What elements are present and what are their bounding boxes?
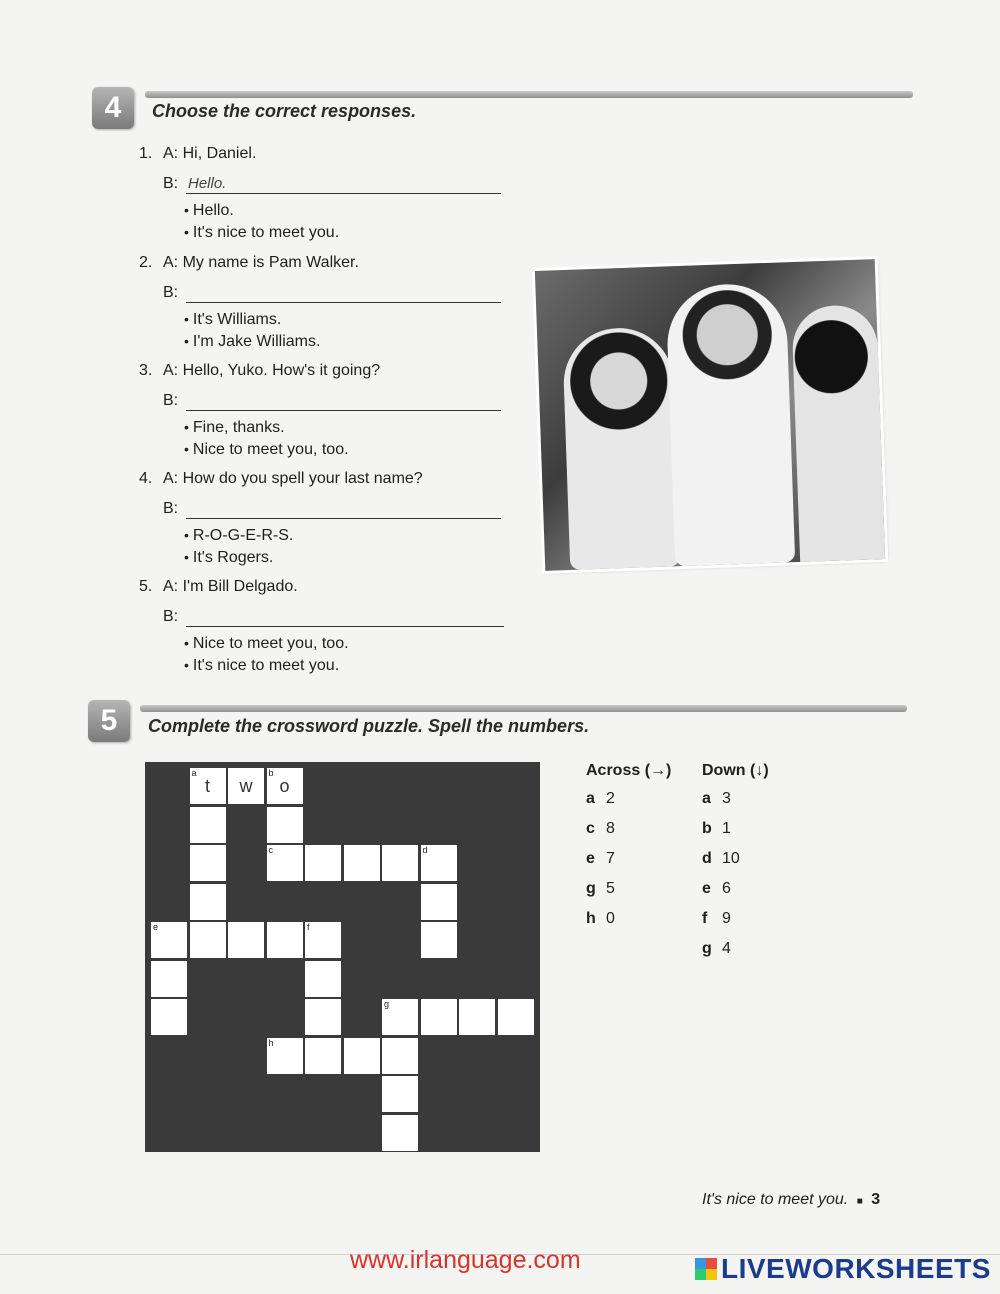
cell-letter: o [279, 776, 290, 796]
clue-value: 0 [606, 910, 615, 927]
question-number: 5. [139, 578, 153, 595]
clue-key: c [586, 820, 595, 837]
question-number: 2. [139, 254, 153, 271]
crossword-cell[interactable] [304, 960, 342, 998]
crossword-cell[interactable] [189, 767, 227, 805]
speaker-a-text: Hello, Yuko. How's it going? [182, 362, 381, 379]
response-option[interactable]: • It's Williams. [184, 311, 281, 329]
clue-letter: f [307, 922, 310, 932]
response-option[interactable]: • Hello. [184, 202, 234, 220]
question-a-line [139, 470, 423, 488]
down-clue [702, 940, 731, 958]
photo-person-right [791, 304, 885, 562]
crossword-cell[interactable] [343, 1037, 381, 1075]
down-clue [702, 820, 731, 838]
crossword-cell[interactable] [381, 1037, 419, 1075]
speaker-b-label: B: [163, 284, 179, 301]
crossword-cell[interactable] [497, 998, 535, 1036]
crossword-cell[interactable] [189, 921, 227, 959]
question-a-line [139, 145, 256, 163]
clue-key: e [586, 850, 595, 867]
clue-value: 5 [606, 880, 615, 897]
crossword-cell[interactable] [227, 767, 265, 805]
clue-key: a [702, 790, 711, 807]
section-5-rule [140, 705, 907, 712]
crossword-cell[interactable] [304, 921, 342, 959]
crossword-cell[interactable] [304, 1037, 342, 1075]
clue-value: 6 [722, 880, 731, 897]
speaker-a-text: Hi, Daniel. [182, 145, 257, 162]
across-clue [586, 820, 615, 838]
clue-value: 8 [606, 820, 615, 837]
crossword-cell[interactable] [458, 998, 496, 1036]
liveworksheets-logo-icon [695, 1258, 717, 1280]
section-4-number: 4 [92, 87, 134, 129]
crossword-cell[interactable] [266, 1037, 304, 1075]
speaker-a-label: A: [163, 362, 179, 379]
crossword-cell[interactable] [266, 844, 304, 882]
speaker-b-label: B: [163, 392, 179, 409]
running-title-text: It's nice to meet you. [702, 1191, 849, 1208]
clue-letter: c [268, 845, 273, 855]
answer-blank[interactable] [186, 500, 501, 519]
square-bullet-icon: ■ [856, 1196, 863, 1207]
crossword-cell[interactable] [150, 921, 188, 959]
answer-blank[interactable] [186, 392, 501, 411]
answer-blank[interactable] [186, 608, 504, 627]
clue-letter: h [268, 1037, 274, 1048]
clue-value: 3 [722, 790, 731, 807]
crossword-cell[interactable] [304, 844, 342, 882]
crossword-cell[interactable] [150, 960, 188, 998]
photo-person-left [562, 326, 680, 570]
response-option[interactable]: • It's nice to meet you. [184, 657, 339, 675]
across-clue [586, 880, 615, 898]
section-5-heading: Complete the crossword puzzle. Spell the numbers. [148, 716, 590, 736]
crossword-cell[interactable] [266, 767, 304, 805]
clue-letter: b [268, 768, 274, 778]
speaker-a-text: I'm Bill Delgado. [182, 578, 298, 595]
cell-letter: t [204, 776, 210, 796]
crossword-cell[interactable] [304, 998, 342, 1036]
down-clue [702, 910, 731, 928]
speaker-a-text: How do you spell your last name? [182, 470, 423, 487]
clue-letter: a [191, 768, 197, 778]
crossword-cell[interactable] [227, 921, 265, 959]
crossword-cell[interactable] [381, 1114, 419, 1152]
clue-key: g [586, 880, 596, 897]
speaker-b-label: B: [163, 500, 179, 517]
speaker-a-text: My name is Pam Walker. [182, 254, 359, 271]
cell-letter: w [239, 776, 253, 796]
liveworksheets-brand [695, 1253, 991, 1285]
answer-text: Hello. [188, 175, 227, 192]
website-link[interactable]: www.irlanguage.com [350, 1246, 581, 1274]
clue-letter: g [384, 999, 390, 1009]
response-option[interactable]: • Fine, thanks. [184, 419, 285, 437]
across-heading: Across (→) [586, 762, 672, 779]
clue-key: f [702, 910, 708, 927]
running-title [702, 1191, 880, 1209]
clue-key: d [702, 850, 712, 867]
clue-value: 10 [722, 850, 740, 867]
down-clue [702, 790, 731, 808]
question-a-line [139, 362, 380, 380]
speaker-b-label: B: [163, 175, 179, 192]
speaker-a-label: A: [163, 470, 179, 487]
down-heading: Down (↓) [702, 762, 769, 779]
speaker-b-label: B: [163, 608, 179, 625]
brand-text: LIVEWORKSHEETS [721, 1253, 991, 1284]
crossword-cell[interactable] [420, 921, 458, 959]
clue-key: e [702, 880, 711, 897]
crossword-cell[interactable] [189, 883, 227, 921]
question-a-line [139, 254, 359, 272]
response-option[interactable]: • Nice to meet you, too. [184, 635, 349, 653]
crossword-grid [145, 762, 540, 1152]
question-number: 1. [139, 145, 153, 162]
clue-key: g [702, 940, 712, 957]
clue-value: 2 [606, 790, 615, 807]
students-photo [535, 259, 885, 571]
photo-person-center [665, 282, 795, 566]
page-number: 3 [871, 1191, 881, 1208]
response-option[interactable]: • R-O-G-E-R-S. [184, 527, 293, 545]
crossword-cell[interactable] [150, 998, 188, 1036]
clue-letter: e [153, 922, 159, 932]
crossword-cell[interactable] [381, 1075, 419, 1113]
question-number: 4. [139, 470, 153, 487]
question-number: 3. [139, 362, 153, 379]
question-a-line [139, 578, 298, 596]
crossword-cell[interactable] [189, 806, 227, 844]
crossword-cell[interactable] [381, 844, 419, 882]
down-clue [702, 880, 731, 898]
clue-value: 4 [722, 940, 731, 957]
crossword-cell[interactable] [266, 921, 304, 959]
crossword-cell[interactable] [420, 844, 458, 882]
response-option[interactable]: • I'm Jake Williams. [184, 333, 320, 351]
clue-value: 1 [722, 820, 731, 837]
crossword-cell[interactable] [343, 844, 381, 882]
answer-blank[interactable] [186, 284, 501, 303]
clue-key: h [586, 910, 596, 927]
clue-letter: d [422, 845, 428, 855]
clue-key: b [702, 820, 712, 837]
answer-blank[interactable] [186, 175, 501, 194]
speaker-a-label: A: [163, 145, 179, 162]
clue-value: 9 [722, 910, 731, 927]
response-option[interactable]: • It's Rogers. [184, 549, 273, 567]
crossword-cell[interactable] [420, 998, 458, 1036]
down-clue [702, 850, 740, 868]
speaker-a-label: A: [163, 254, 179, 271]
crossword-cell[interactable] [189, 844, 227, 882]
crossword-cell[interactable] [420, 883, 458, 921]
section-4-rule [145, 91, 913, 98]
crossword-cell[interactable] [266, 806, 304, 844]
response-option[interactable]: • It's nice to meet you. [184, 224, 339, 242]
crossword-cell[interactable] [381, 998, 419, 1036]
section-4-heading: Choose the correct responses. [152, 101, 417, 121]
response-option[interactable]: • Nice to meet you, too. [184, 441, 349, 459]
clue-key: a [586, 790, 595, 807]
across-clue [586, 910, 615, 928]
clue-value: 7 [606, 850, 615, 867]
across-clue [586, 790, 615, 808]
speaker-a-label: A: [163, 578, 179, 595]
across-clue [586, 850, 615, 868]
section-5-number: 5 [88, 700, 130, 742]
